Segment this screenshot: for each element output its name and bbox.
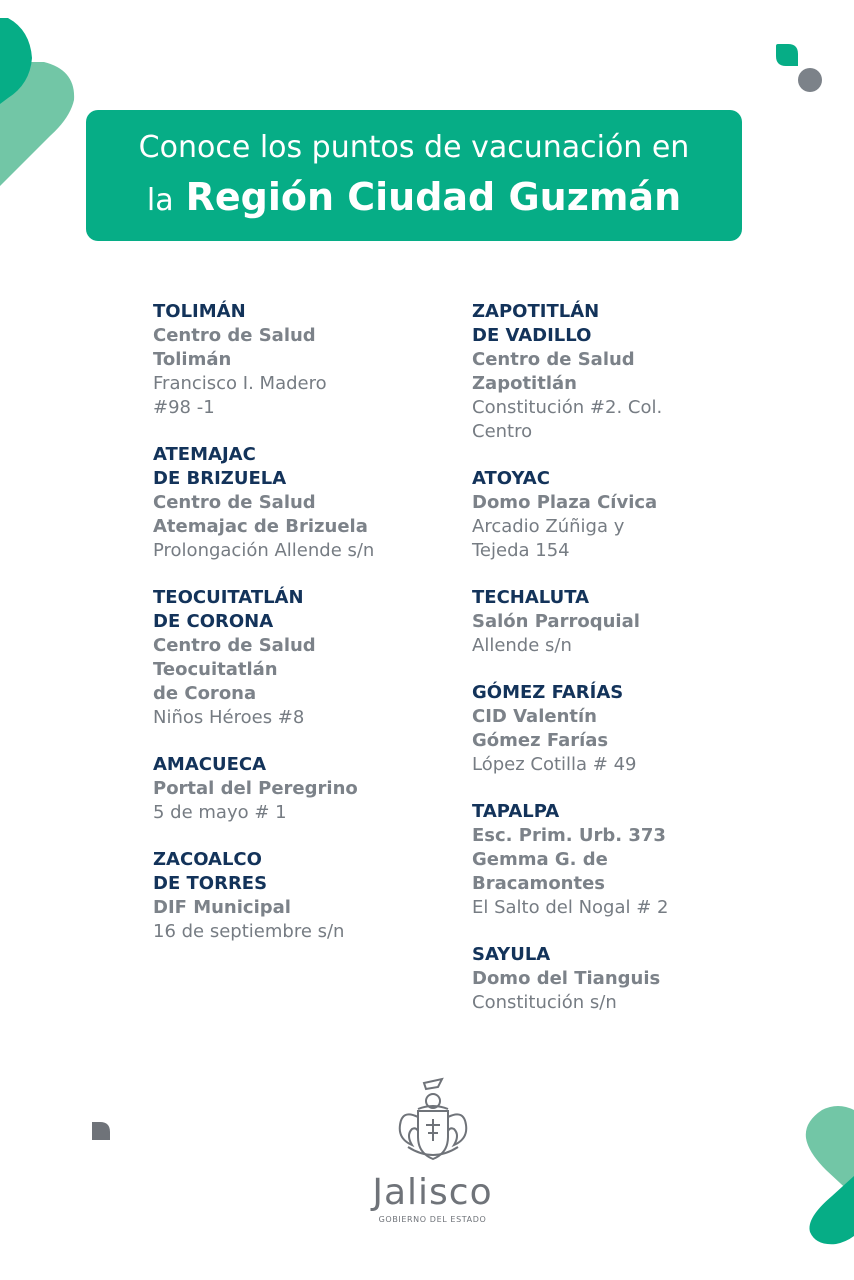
town-name: AMACUECA: [153, 754, 267, 775]
place-name: Esc. Prim. Urb. 373 Gemma G. de Bracamontes: [472, 825, 666, 894]
logo-wordmark: Jalisco: [372, 1172, 493, 1213]
place-address: Francisco I. Madero #98 -1: [153, 373, 327, 418]
town-name: TAPALPA: [472, 801, 560, 822]
place-name: Centro de Salud Tolimán: [153, 325, 316, 370]
place-name: Domo Plaza Cívica: [472, 492, 658, 513]
town-name: ATEMAJAC DE BRIZUELA: [153, 444, 287, 489]
place-name: Domo del Tianguis: [472, 968, 661, 989]
title-banner: [86, 110, 742, 241]
place-address: 5 de mayo # 1: [153, 802, 287, 823]
place-name: CID Valentín Gómez Farías: [472, 706, 609, 751]
town-name: TECHALUTA: [472, 587, 590, 608]
place-name: Centro de Salud Atemajac de Brizuela: [153, 492, 368, 537]
location-entry: [153, 443, 473, 563]
location-entry: [153, 848, 473, 944]
place-address: Arcadio Zúñiga y Tejeda 154: [472, 516, 625, 561]
location-entry: [472, 467, 792, 563]
title-line-1: Conoce los puntos de vacunación en: [138, 130, 690, 165]
place-address: Allende s/n: [472, 635, 572, 656]
bottom-right-decoration: [796, 1100, 854, 1250]
location-entry: [472, 586, 792, 658]
title-region: Región Ciudad Guzmán: [185, 175, 682, 219]
town-name: GÓMEZ FARÍAS: [472, 682, 624, 703]
top-right-dots-decoration: [774, 42, 824, 98]
location-entry: [472, 300, 792, 444]
town-name: ATOYAC: [472, 468, 550, 489]
location-entry: [153, 753, 473, 825]
place-address: Niños Héroes #8: [153, 707, 305, 728]
place-address: El Salto del Nogal # 2: [472, 897, 669, 918]
location-entry: [472, 943, 792, 1015]
title-prefix: la: [146, 183, 174, 218]
bottom-left-dot-decoration: [90, 1120, 114, 1144]
location-entry: [472, 800, 792, 920]
top-left-decoration: [0, 0, 90, 190]
location-entry: [153, 300, 473, 420]
left-column: [153, 300, 473, 967]
place-name: Centro de Salud Zapotitlán: [472, 349, 635, 394]
place-address: Prolongación Allende s/n: [153, 540, 375, 561]
location-entry: [153, 586, 473, 730]
place-name: Centro de Salud Teocuitatlán de Corona: [153, 635, 316, 704]
jalisco-logo: [345, 1075, 520, 1225]
title-line-2: [86, 170, 742, 228]
place-name: Portal del Peregrino: [153, 778, 358, 799]
place-address: 16 de septiembre s/n: [153, 921, 345, 942]
right-column: [472, 300, 792, 1038]
town-name: TOLIMÁN: [153, 301, 246, 322]
coat-of-arms-icon: [388, 1075, 478, 1165]
place-name: Salón Parroquial: [472, 611, 640, 632]
place-address: López Cotilla # 49: [472, 754, 637, 775]
place-address: Constitución #2. Col. Centro: [472, 397, 663, 442]
location-entry: [472, 681, 792, 777]
place-address: Constitución s/n: [472, 992, 617, 1013]
town-name: ZAPOTITLÁN DE VADILLO: [472, 301, 600, 346]
town-name: ZACOALCO DE TORRES: [153, 849, 268, 894]
place-name: DIF Municipal: [153, 897, 291, 918]
town-name: TEOCUITATLÁN DE CORONA: [153, 587, 304, 632]
town-name: SAYULA: [472, 944, 551, 965]
logo-subtitle: GOBIERNO DEL ESTADO: [378, 1215, 487, 1224]
